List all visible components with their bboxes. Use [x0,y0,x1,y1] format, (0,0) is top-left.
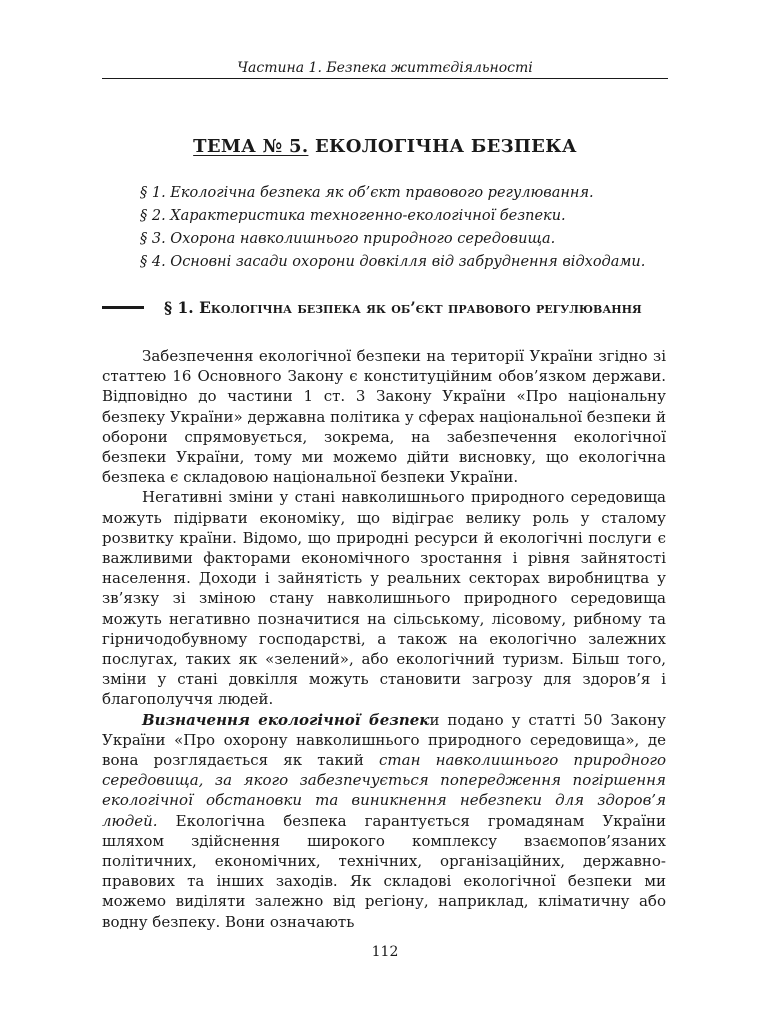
paragraph [102,710,666,932]
toc-item: § 4. Основні засади охорони довкілля від забруднення відходами. [140,254,646,270]
chapter-title [102,136,668,157]
chapter-contents [140,182,680,274]
section-title: Екологічна безпека як об’єкт правового регулювання [199,298,642,317]
paragraph-text: Екологічна безпека гарантується громадянам України шляхом здійснення широкого комплексу взаємопов’язаних політичних, економічних, технічних, організаційних, державно-правових та інших заходів. Як складові екологічної безпеки ми можемо виділяти залежно від регіону, наприклад, кліматичну або водну безпеку. Вони означають [102,811,666,931]
toc-item: § 3. Охорона навколишнього природного середовища. [140,231,556,247]
defined-term: Визначення екологічної безпек [142,710,430,729]
heading-dash [102,306,144,309]
section-number: § 1. [164,298,194,317]
section-heading [102,296,668,319]
chapter-name: ЕКОЛОГІЧНА БЕЗПЕКА [315,136,577,157]
running-header: Частина 1. Безпека життєдіяльності [102,60,668,79]
paragraph: Забезпечення екологічної безпеки на території України згідно зі статтею 16 Основного Закону є конституційним обов’язком держави. Відповідно до частини 1 ст. 3 Закону України «Про національну безпеку України» державна політика у сферах національної безпеки й оборони спрямовується, зокрема, на забезпечення екологічної безпеки України, тому ми можемо дійти висновку, що екологічна безпека є складовою національної безпеки України. [102,347,666,487]
page-number: 112 [371,944,399,960]
paragraph-text: и подано у статті 50 Закону України «Про охорону навколишнього природного середовища», де вона розглядається як такий [102,710,667,770]
paragraph: Негативні зміни у стані навколишнього природного середовища можуть підірвати економіку, що відіграє велику роль у сталому розвитку країни. Відомо, що природні ресурси й екологічні послуги є важливими факторами економічного зростання і рівня зайнятості населення. Доходи і зайнятість у реальних секторах виробництва у зв’язку зі зміною стану навколишнього природного середовища можуть негативно позначитися на сільському, лісовому, рибному та гірничодобувному господарстві, а також на екологічно залежних послугах, таких як «зелений», або екологічний туризм. Більш того, зміни у стані довкілля можуть становити загрозу для здоров’я і благополуччя людей. [102,488,666,709]
definition-text: стан навколишнього природного середовища, за якого забезпечується попередження погіршення екологічної обстановки та виникнення небезпеки для здоров’я людей. [102,751,666,830]
toc-item: § 2. Характеристика техногенно-екологічної безпеки. [140,208,566,224]
chapter-number: ТЕМА № 5. [193,136,309,157]
toc-item: § 1. Екологічна безпека як об’єкт правового регулювання. [140,185,594,201]
body-text [102,346,666,932]
